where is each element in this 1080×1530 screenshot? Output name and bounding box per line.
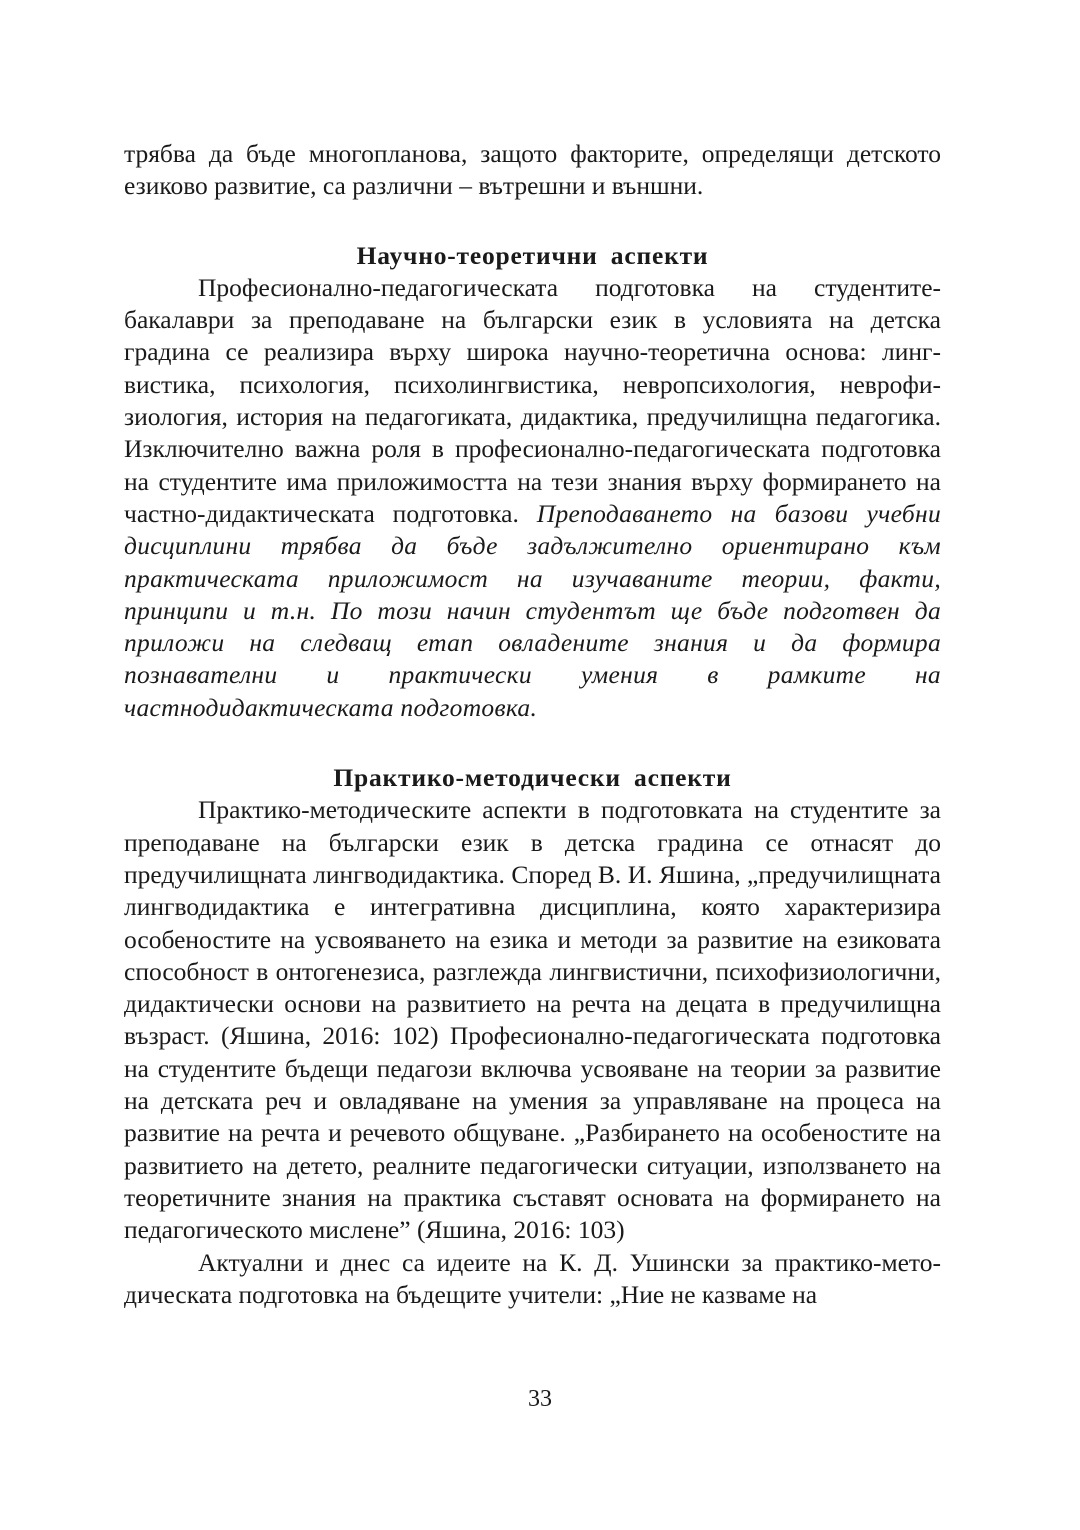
section-heading-practical: Практико-методически аспекти	[333, 763, 732, 793]
page-number: 33	[528, 1386, 552, 1412]
page-content	[124, 138, 941, 1311]
scientific-paragraph-italic: Преподаването на базови учебни дисциплини трябва да бъде задължително ориентирано към практическата приложимост на изучаваните теории, факти, принципи и т.н. По този начин студентът ще бъде подготвен да приложи на следващ етап овладените знания и да формира познавателни и практически умения в рамките на частнодидактическата подготовка.	[124, 498, 941, 722]
practical-aspects-paragraph: Практико-методическите аспекти в подготовката на студентите за преподаване на български език в детска градина се отнасят до предучилищната лингводидактика. Според В. И. Яшина, „предучилищната лингводидактика е интегративна дисциплина, която характеризира особеностите на усвояването на езика и методи за развитие на езиковата способност в онтогенезиса, разглежда лингвистични, психофизиологични, дидактически основи на развитието на речта на децата в предучилищна възраст. (Яшина, 2016: 102) Професионално-педагогическата подготовка на студентите бъдещи педагози включва усвояване на теории за развитие на детската реч и овладяване на умения за управляване на процеса на развитие на речта и речевото общуване. „Разбирането на особеностите на развитието на детето, реалните педагогически ситуации, използването на теоретичните знания на практика съставят основата на формирането на педагогическото мислене” (Яшина, 2016: 103)	[124, 795, 941, 1245]
scientific-aspects-paragraph	[124, 272, 941, 724]
intro-paragraph: трябва да бъде многопланова, защото факторите, определящи детското езиково развитие, са различни – вътрешни и външни.	[124, 139, 941, 201]
section-heading-scientific: Научно-теоретични аспекти	[356, 240, 709, 270]
scientific-paragraph-regular: Професионално-педагогическата подготовка на студентите-бакалаври за преподаване на български език в условията на детска градина се реализира върху широка научно-теоретична основа: лингвистика, психология, психолингвистика, невропсихология, неврофизиология, история на педагогиката, дидактика, предучилищна педагогика. Изключително важна роля в професионално-педагогическата подготовка на студентите има приложимостта на тези знания върху формирането на частно-дидактическата подготовка.	[124, 272, 941, 528]
ushinski-paragraph: Актуални и днес са идеите на К. Д. Ушински за практико-методическата подготовка на бъдещите учители: „Ние не казваме на	[124, 1247, 941, 1309]
